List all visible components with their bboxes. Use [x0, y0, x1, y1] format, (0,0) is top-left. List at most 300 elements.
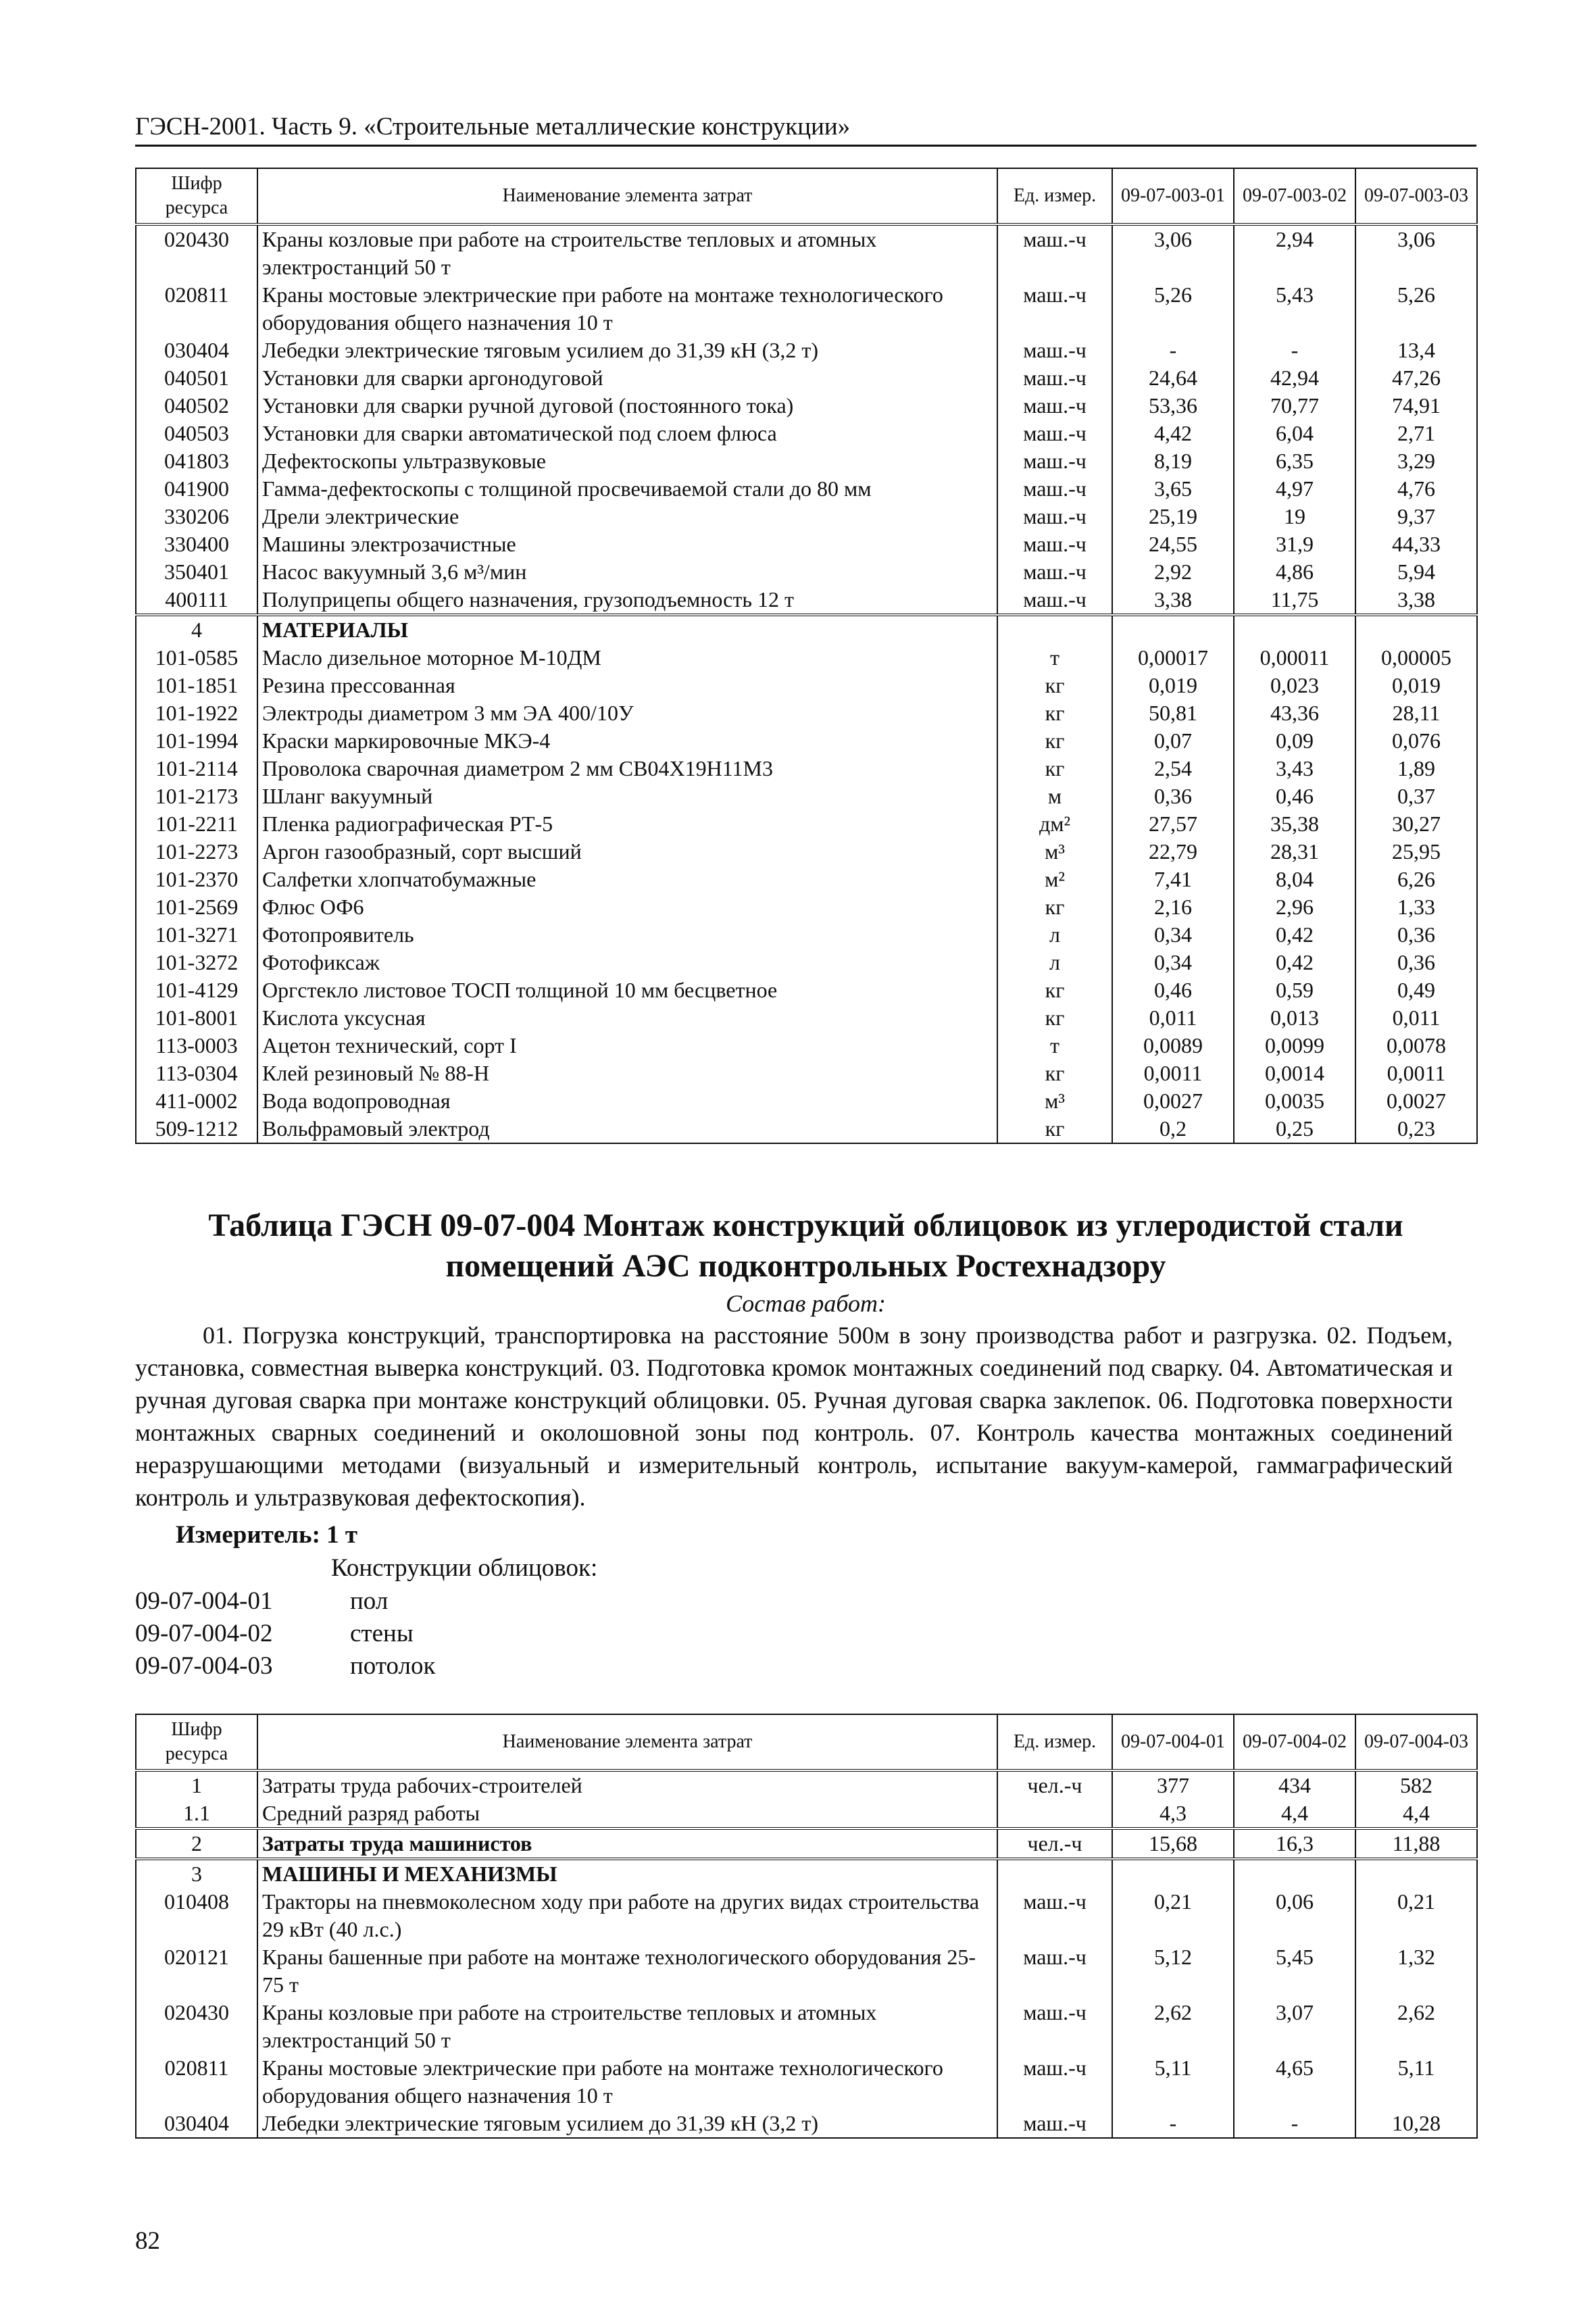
norm-value-2: 2,96: [1234, 893, 1355, 921]
work-composition-heading: Состав работ:: [726, 1290, 886, 1317]
norm-value-1: 3,06: [1112, 224, 1234, 281]
resource-name: Установки для сварки автоматической под слоем флюса: [257, 420, 997, 447]
norm-value-2: 4,86: [1234, 558, 1355, 586]
table-section-row: [136, 1828, 1477, 1859]
resource-name: Фотофиксаж: [257, 949, 997, 976]
resource-unit: кг: [997, 1115, 1112, 1143]
resource-name: Шланг вакуумный: [257, 782, 997, 810]
norm-value-1: 53,36: [1112, 392, 1234, 420]
table-row: [136, 921, 1477, 949]
table-row: [136, 1770, 1477, 1799]
table-header-row: [136, 1714, 1477, 1770]
norm-value-3: 0,36: [1355, 921, 1477, 949]
table-row: [136, 503, 1477, 530]
resource-name: Краски маркировочные МКЭ-4: [257, 727, 997, 755]
norm-value-1: [1112, 615, 1234, 644]
norm-value-1: 0,34: [1112, 949, 1234, 976]
norm-value-3: 5,94: [1355, 558, 1477, 586]
resource-name: Дефектоскопы ультразвуковые: [257, 447, 997, 475]
norm-value-1: 0,34: [1112, 921, 1234, 949]
norm-value-2: 16,3: [1234, 1828, 1355, 1859]
col-header-name: Наименование элемента затрат: [257, 168, 997, 224]
table-row: [136, 337, 1477, 364]
resource-unit: кг: [997, 672, 1112, 699]
norm-value-1: 4,3: [1112, 1799, 1234, 1828]
table-row: [136, 1115, 1477, 1143]
resource-name: Резина прессованная: [257, 672, 997, 699]
norm-value-2: 0,46: [1234, 782, 1355, 810]
norm-value-1: 377: [1112, 1770, 1234, 1799]
norm-value-1: 0,0027: [1112, 1087, 1234, 1115]
norm-value-1: 3,65: [1112, 475, 1234, 503]
col-header-name: Наименование элемента затрат: [257, 1714, 997, 1770]
resource-code: 030404: [136, 2110, 257, 2138]
norm-value-2: 2,94: [1234, 224, 1355, 281]
resource-unit: кг: [997, 1060, 1112, 1087]
norm-value-3: 30,27: [1355, 810, 1477, 838]
resource-unit: маш.-ч: [997, 530, 1112, 558]
resource-name: Оргстекло листовое ТОСП толщиной 10 мм бесцветное: [257, 976, 997, 1004]
resource-unit: л: [997, 949, 1112, 976]
norm-value-3: 47,26: [1355, 364, 1477, 392]
norm-value-3: 0,23: [1355, 1115, 1477, 1143]
norm-value-3: 2,71: [1355, 420, 1477, 447]
table-row: [136, 672, 1477, 699]
norm-value-1: 0,011: [1112, 1004, 1234, 1032]
resource-unit: маш.-ч: [997, 1999, 1112, 2054]
variant-name: пол: [350, 1587, 389, 1615]
table-row: [136, 281, 1477, 337]
resource-name: Затраты труда рабочих-строителей: [257, 1770, 997, 1799]
resource-code: 1.1: [136, 1799, 257, 1828]
norm-value-2: 6,35: [1234, 447, 1355, 475]
resource-unit: маш.-ч: [997, 2054, 1112, 2110]
table-row: [136, 1888, 1477, 1943]
resource-unit: чел.-ч: [997, 1770, 1112, 1799]
norm-value-1: 0,00017: [1112, 644, 1234, 672]
norm-value-3: [1355, 615, 1477, 644]
norm-value-2: 19: [1234, 503, 1355, 530]
resource-name: Лебедки электрические тяговым усилием до 31,39 кН (3,2 т): [257, 2110, 997, 2138]
norm-value-3: 5,26: [1355, 281, 1477, 337]
resource-name: Вольфрамовый электрод: [257, 1115, 997, 1143]
norm-value-2: 70,77: [1234, 392, 1355, 420]
norm-value-2: 35,38: [1234, 810, 1355, 838]
table-row: [136, 810, 1477, 838]
resource-unit: маш.-ч: [997, 337, 1112, 364]
table-row: [136, 755, 1477, 782]
resource-unit: кг: [997, 1004, 1112, 1032]
table-row: [136, 530, 1477, 558]
norm-value-1: 5,26: [1112, 281, 1234, 337]
resource-unit: маш.-ч: [997, 2110, 1112, 2138]
resource-unit: [997, 1799, 1112, 1828]
resource-unit: маш.-ч: [997, 392, 1112, 420]
norm-value-1: 27,57: [1112, 810, 1234, 838]
table-title: [135, 1205, 1476, 1287]
norm-value-2: 5,45: [1234, 1943, 1355, 1999]
col-header-variant-1: 09-07-003-01: [1112, 168, 1234, 224]
resource-code: 101-1851: [136, 672, 257, 699]
norm-value-1: 0,46: [1112, 976, 1234, 1004]
norm-value-3: 74,91: [1355, 392, 1477, 420]
table-row: [136, 838, 1477, 866]
resource-code: 041803: [136, 447, 257, 475]
norm-value-3: 25,95: [1355, 838, 1477, 866]
resource-code: 020430: [136, 1999, 257, 2054]
resource-table-09-07-004: [135, 1714, 1478, 2139]
resource-name: Краны козловые при работе на строительстве тепловых и атомных электростанций 50 т: [257, 1999, 997, 2054]
col-header-unit: Ед. измер.: [997, 1714, 1112, 1770]
norm-value-3: 11,88: [1355, 1828, 1477, 1859]
resource-unit: маш.-ч: [997, 503, 1112, 530]
resource-code: 1: [136, 1770, 257, 1799]
norm-value-2: 0,023: [1234, 672, 1355, 699]
norm-value-3: [1355, 1859, 1477, 1888]
table-row: [136, 1004, 1477, 1032]
resource-name: МАШИНЫ И МЕХАНИЗМЫ: [257, 1859, 997, 1888]
norm-value-1: 5,11: [1112, 2054, 1234, 2110]
resource-name: Затраты труда машинистов: [257, 1828, 997, 1859]
resource-unit: кг: [997, 893, 1112, 921]
resource-code: 101-4129: [136, 976, 257, 1004]
norm-value-2: 8,04: [1234, 866, 1355, 893]
resource-unit: [997, 615, 1112, 644]
resource-name: Установки для сварки аргонодуговой: [257, 364, 997, 392]
norm-value-3: 0,21: [1355, 1888, 1477, 1943]
resource-name: Кислота уксусная: [257, 1004, 997, 1032]
norm-value-3: 0,076: [1355, 727, 1477, 755]
resource-code: 509-1212: [136, 1115, 257, 1143]
table-row: [136, 1032, 1477, 1060]
resource-unit: [997, 1859, 1112, 1888]
table-row: [136, 447, 1477, 475]
table-row: [136, 558, 1477, 586]
norm-value-3: 0,36: [1355, 949, 1477, 976]
norm-value-2: -: [1234, 337, 1355, 364]
norm-value-3: 44,33: [1355, 530, 1477, 558]
norm-value-1: 0,36: [1112, 782, 1234, 810]
resource-unit: маш.-ч: [997, 447, 1112, 475]
resource-unit: кг: [997, 755, 1112, 782]
norm-value-1: 3,38: [1112, 586, 1234, 615]
norm-value-3: 1,32: [1355, 1943, 1477, 1999]
resource-unit: маш.-ч: [997, 420, 1112, 447]
norm-value-1: 0,07: [1112, 727, 1234, 755]
col-header-variant-2: 09-07-003-02: [1234, 168, 1355, 224]
table-row: [136, 2110, 1477, 2138]
norm-value-2: 0,59: [1234, 976, 1355, 1004]
resource-unit: м³: [997, 838, 1112, 866]
table-row: [136, 420, 1477, 447]
norm-value-2: [1234, 615, 1355, 644]
norm-value-1: 25,19: [1112, 503, 1234, 530]
resource-table-09-07-003: [135, 168, 1478, 1144]
resource-code: 3: [136, 1859, 257, 1888]
resource-name: Установки для сварки ручной дуговой (постоянного тока): [257, 392, 997, 420]
resource-unit: м³: [997, 1087, 1112, 1115]
norm-value-1: -: [1112, 2110, 1234, 2138]
resource-name: Дрели электрические: [257, 503, 997, 530]
resource-unit: маш.-ч: [997, 1888, 1112, 1943]
resource-name: МАТЕРИАЛЫ: [257, 615, 997, 644]
norm-value-3: 28,11: [1355, 699, 1477, 727]
norm-value-3: 0,011: [1355, 1004, 1477, 1032]
norm-value-3: 0,37: [1355, 782, 1477, 810]
resource-code: 101-2211: [136, 810, 257, 838]
variant-code: 09-07-004-02: [135, 1620, 273, 1647]
resource-name: Ацетон технический, сорт I: [257, 1032, 997, 1060]
norm-value-1: 0,2: [1112, 1115, 1234, 1143]
table-row: [136, 866, 1477, 893]
resource-unit: м²: [997, 866, 1112, 893]
norm-value-1: 0,21: [1112, 1888, 1234, 1943]
resource-name: Краны козловые при работе на строительстве тепловых и атомных электростанций 50 т: [257, 224, 997, 281]
resource-unit: маш.-ч: [997, 281, 1112, 337]
table-row: [136, 699, 1477, 727]
norm-value-3: 13,4: [1355, 337, 1477, 364]
table-title-line-2: помещений АЭС подконтрольных Ростехнадзору: [445, 1248, 1166, 1284]
resource-unit: м: [997, 782, 1112, 810]
resource-code: 101-2173: [136, 782, 257, 810]
resource-unit: кг: [997, 727, 1112, 755]
resource-code: 010408: [136, 1888, 257, 1943]
table-row: [136, 1060, 1477, 1087]
norm-value-2: 0,0035: [1234, 1087, 1355, 1115]
norm-value-2: 4,97: [1234, 475, 1355, 503]
resource-unit: дм²: [997, 810, 1112, 838]
norm-value-1: 2,62: [1112, 1999, 1234, 2054]
resource-unit: маш.-ч: [997, 558, 1112, 586]
table-row: [136, 392, 1477, 420]
norm-value-3: 6,26: [1355, 866, 1477, 893]
resource-unit: т: [997, 644, 1112, 672]
col-header-code: Шифр ресурса: [136, 1714, 257, 1770]
table-row: [136, 1999, 1477, 2054]
resource-unit: чел.-ч: [997, 1828, 1112, 1859]
resource-name: Тракторы на пневмоколесном ходу при работе на других видах строительства 29 кВт (40 л.с.): [257, 1888, 997, 1943]
norm-value-2: 28,31: [1234, 838, 1355, 866]
resource-code: 113-0304: [136, 1060, 257, 1087]
norm-value-3: 1,33: [1355, 893, 1477, 921]
norm-value-2: 5,43: [1234, 281, 1355, 337]
resource-name: Лебедки электрические тяговым усилием до 31,39 кН (3,2 т): [257, 337, 997, 364]
resource-code: 4: [136, 615, 257, 644]
norm-value-2: 3,07: [1234, 1999, 1355, 2054]
norm-value-1: 7,41: [1112, 866, 1234, 893]
norm-value-1: 0,0011: [1112, 1060, 1234, 1087]
table-row: [136, 782, 1477, 810]
resource-unit: маш.-ч: [997, 364, 1112, 392]
resource-name: Клей резиновый № 88-Н: [257, 1060, 997, 1087]
resource-name: Масло дизельное моторное М-10ДМ: [257, 644, 997, 672]
resource-code: 040503: [136, 420, 257, 447]
norm-value-1: 0,0089: [1112, 1032, 1234, 1060]
resource-name: Электроды диаметром 3 мм ЭА 400/10У: [257, 699, 997, 727]
variant-name: потолок: [350, 1652, 436, 1680]
resource-code: 101-2569: [136, 893, 257, 921]
norm-value-1: 24,64: [1112, 364, 1234, 392]
col-header-variant-3: 09-07-003-03: [1355, 168, 1477, 224]
resource-name: Вода водопроводная: [257, 1087, 997, 1115]
norm-value-3: 0,0078: [1355, 1032, 1477, 1060]
norm-value-3: 1,89: [1355, 755, 1477, 782]
norm-value-3: 0,019: [1355, 672, 1477, 699]
col-header-code: Шифр ресурса: [136, 168, 257, 224]
norm-value-1: 24,55: [1112, 530, 1234, 558]
norm-value-3: 3,38: [1355, 586, 1477, 615]
resource-code: 020811: [136, 2054, 257, 2110]
col-header-variant-1: 09-07-004-01: [1112, 1714, 1234, 1770]
norm-value-1: 0,019: [1112, 672, 1234, 699]
norm-value-1: 2,54: [1112, 755, 1234, 782]
measure-unit: Измеритель: 1 т: [176, 1521, 358, 1549]
resource-code: 101-2273: [136, 838, 257, 866]
resource-code: 350401: [136, 558, 257, 586]
resource-name: Полуприцепы общего назначения, грузоподъемность 12 т: [257, 586, 997, 615]
col-header-variant-3: 09-07-004-03: [1355, 1714, 1477, 1770]
resource-name: Краны мостовые электрические при работе на монтаже технологического оборудования общего назначения 10 т: [257, 281, 997, 337]
table-row: [136, 475, 1477, 503]
norm-value-3: 4,76: [1355, 475, 1477, 503]
norm-value-1: -: [1112, 337, 1234, 364]
resource-name: Флюс ОФ6: [257, 893, 997, 921]
norm-value-2: 3,43: [1234, 755, 1355, 782]
norm-value-3: 10,28: [1355, 2110, 1477, 2138]
work-composition-text: 01. Погрузка конструкций, транспортировка на расстояние 500м в зону производства работ и разгрузка. 02. Подъем, установка, совместная выверка конструкций. 03. Подготовка кромок монтажных соединений под сварку. 04. Автоматическая и ручная дуговая сварка при монтаже конструкций облицовки. 05. Ручная дуговая сварка заклепок. 06. Подготовка поверхности монтажных сварных соединений и околошовной зоны под контроль. 07. Контроль качества монтажных соединений неразрушающими методами (визуальный и измерительный контроль, испытание вакуум-камерой, гаммаграфический контроль и ультразвуковая дефектоскопия).: [135, 1322, 1453, 1511]
resource-name: Аргон газообразный, сорт высший: [257, 838, 997, 866]
resource-unit: кг: [997, 976, 1112, 1004]
norm-value-2: 434: [1234, 1770, 1355, 1799]
resource-code: 101-8001: [136, 1004, 257, 1032]
resource-code: 113-0003: [136, 1032, 257, 1060]
variant-name: стены: [350, 1620, 414, 1647]
norm-value-2: 42,94: [1234, 364, 1355, 392]
norm-value-2: 0,013: [1234, 1004, 1355, 1032]
norm-value-1: [1112, 1859, 1234, 1888]
norm-value-2: 0,0014: [1234, 1060, 1355, 1087]
norm-value-2: 0,42: [1234, 949, 1355, 976]
table-section-row: [136, 1859, 1477, 1888]
resource-name: Краны мостовые электрические при работе на монтаже технологического оборудования общего назначения 10 т: [257, 2054, 997, 2110]
norm-value-3: 5,11: [1355, 2054, 1477, 2110]
resource-code: 101-1994: [136, 727, 257, 755]
resource-unit: маш.-ч: [997, 475, 1112, 503]
norm-value-2: [1234, 1859, 1355, 1888]
norm-value-2: 0,25: [1234, 1115, 1355, 1143]
norm-value-3: 3,29: [1355, 447, 1477, 475]
table-row: [136, 586, 1477, 615]
norm-value-2: 31,9: [1234, 530, 1355, 558]
resource-code: 330206: [136, 503, 257, 530]
norm-value-3: 2,62: [1355, 1999, 1477, 2054]
page-header: ГЭСН-2001. Часть 9. «Строительные металлические конструкции»: [135, 112, 1476, 147]
col-header-variant-2: 09-07-004-02: [1234, 1714, 1355, 1770]
norm-value-3: 4,4: [1355, 1799, 1477, 1828]
norm-value-3: 0,49: [1355, 976, 1477, 1004]
table-section-row: [136, 615, 1477, 644]
resource-unit: л: [997, 921, 1112, 949]
resource-code: 030404: [136, 337, 257, 364]
norm-value-2: 11,75: [1234, 586, 1355, 615]
table-row: [136, 1799, 1477, 1828]
resource-unit: маш.-ч: [997, 224, 1112, 281]
resource-code: 041900: [136, 475, 257, 503]
resource-name: Средний разряд работы: [257, 1799, 997, 1828]
resource-unit: кг: [997, 699, 1112, 727]
norm-value-3: 3,06: [1355, 224, 1477, 281]
norm-value-2: 43,36: [1234, 699, 1355, 727]
norm-value-1: 4,42: [1112, 420, 1234, 447]
norm-value-1: 50,81: [1112, 699, 1234, 727]
resource-code: 101-0585: [136, 644, 257, 672]
norm-value-1: 8,19: [1112, 447, 1234, 475]
resource-unit: т: [997, 1032, 1112, 1060]
structures-label: Конструкции облицовок:: [331, 1554, 598, 1582]
col-header-unit: Ед. измер.: [997, 168, 1112, 224]
table-row: [136, 364, 1477, 392]
norm-value-3: 9,37: [1355, 503, 1477, 530]
norm-value-3: 0,0027: [1355, 1087, 1477, 1115]
resource-code: 400111: [136, 586, 257, 615]
norm-value-3: 0,0011: [1355, 1060, 1477, 1087]
norm-value-1: 15,68: [1112, 1828, 1234, 1859]
resource-code: 2: [136, 1828, 257, 1859]
resource-name: Пленка радиографическая РТ-5: [257, 810, 997, 838]
table-row: [136, 949, 1477, 976]
resource-code: 040501: [136, 364, 257, 392]
variant-code: 09-07-004-01: [135, 1587, 273, 1615]
norm-value-1: 5,12: [1112, 1943, 1234, 1999]
table-row: [136, 727, 1477, 755]
table-header-row: [136, 168, 1477, 224]
norm-value-2: -: [1234, 2110, 1355, 2138]
norm-value-1: 2,92: [1112, 558, 1234, 586]
norm-value-2: 0,42: [1234, 921, 1355, 949]
table-row: [136, 1943, 1477, 1999]
resource-name: Фотопроявитель: [257, 921, 997, 949]
resource-name: Проволока сварочная диаметром 2 мм СВ04Х19Н11М3: [257, 755, 997, 782]
norm-value-3: 0,00005: [1355, 644, 1477, 672]
norm-value-2: 0,0099: [1234, 1032, 1355, 1060]
resource-name: Салфетки хлопчатобумажные: [257, 866, 997, 893]
table-row: [136, 893, 1477, 921]
resource-code: 040502: [136, 392, 257, 420]
resource-code: 101-2370: [136, 866, 257, 893]
norm-value-3: 582: [1355, 1770, 1477, 1799]
norm-value-2: 0,09: [1234, 727, 1355, 755]
norm-value-2: 6,04: [1234, 420, 1355, 447]
resource-unit: маш.-ч: [997, 1943, 1112, 1999]
resource-name: Краны башенные при работе на монтаже технологического оборудования 25-75 т: [257, 1943, 997, 1999]
norm-value-1: 2,16: [1112, 893, 1234, 921]
table-row: [136, 976, 1477, 1004]
resource-code: 101-1922: [136, 699, 257, 727]
resource-code: 101-2114: [136, 755, 257, 782]
table-row: [136, 224, 1477, 281]
resource-code: 101-3272: [136, 949, 257, 976]
page-number: 82: [135, 2227, 160, 2255]
resource-code: 020811: [136, 281, 257, 337]
resource-code: 020121: [136, 1943, 257, 1999]
resource-name: Гамма-дефектоскопы с толщиной просвечиваемой стали до 80 мм: [257, 475, 997, 503]
table-row: [136, 644, 1477, 672]
resource-code: 020430: [136, 224, 257, 281]
resource-name: Машины электрозачистные: [257, 530, 997, 558]
resource-code: 330400: [136, 530, 257, 558]
norm-value-2: 0,06: [1234, 1888, 1355, 1943]
norm-value-2: 0,00011: [1234, 644, 1355, 672]
